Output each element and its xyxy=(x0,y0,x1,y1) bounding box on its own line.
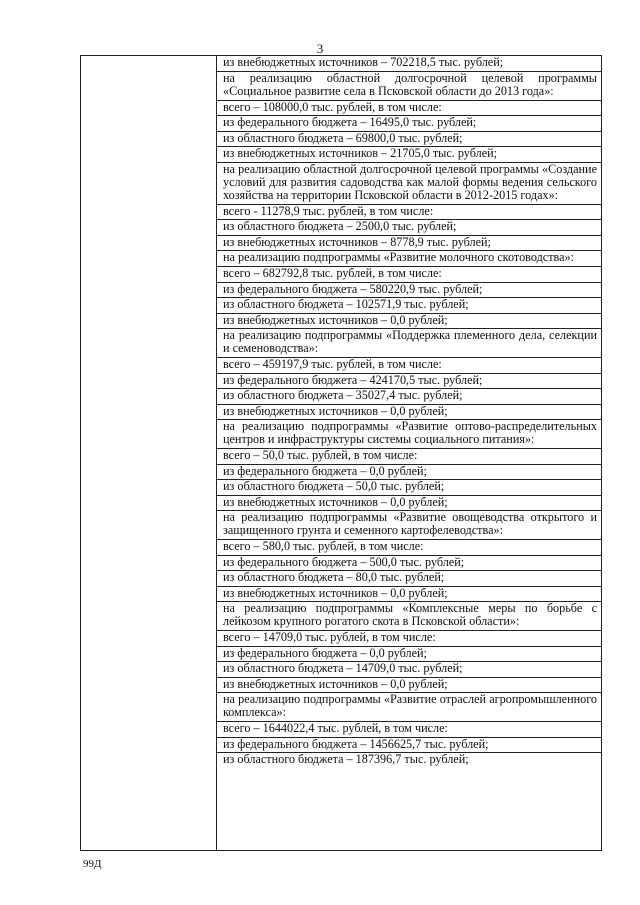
table-row: из федерального бюджета – 16495,0 тыс. рублей; xyxy=(217,116,601,132)
table-row: из внебюджетных источников – 21705,0 тыс. рублей; xyxy=(217,147,601,163)
table-row: всего – 459197,9 тыс. рублей, в том числе: xyxy=(217,358,601,374)
table-row: из внебюджетных источников – 0,0 рублей; xyxy=(217,496,601,512)
table-row: на реализацию подпрограммы «Поддержка племенного дела, селекции и семеноводства»: xyxy=(217,329,601,358)
table-row: из областного бюджета – 2500,0 тыс. рублей; xyxy=(217,220,601,236)
table-row: из областного бюджета – 35027,4 тыс. рублей; xyxy=(217,389,601,405)
table-row: из федерального бюджета – 500,0 тыс. рублей; xyxy=(217,556,601,572)
funding-table xyxy=(80,55,602,851)
table-row: из внебюджетных источников – 0,0 рублей; xyxy=(217,587,601,603)
table-row: всего – 108000,0 тыс. рублей, в том числе: xyxy=(217,101,601,117)
table-row: из внебюджетных источников – 702218,5 тыс. рублей; xyxy=(217,56,601,72)
table-row: из областного бюджета – 102571,9 тыс. рублей; xyxy=(217,298,601,314)
table-row: на реализацию областной долгосрочной целевой программы «Социальное развитие села в Псковской области до 2013 года»: xyxy=(217,72,601,101)
table-right-column xyxy=(217,56,601,850)
table-row: на реализацию подпрограммы «Развитие молочного скотоводства»: xyxy=(217,251,601,267)
page-number: 3 xyxy=(316,41,324,56)
table-row: из внебюджетных источников – 0,0 рублей; xyxy=(217,678,601,694)
table-row: на реализацию подпрограммы «Развитие оптово-распределительных центров и инфраструктуры системы социального питания»: xyxy=(217,420,601,449)
table-left-column xyxy=(81,56,217,850)
footer-code: 99Д xyxy=(83,858,102,870)
table-row: на реализацию подпрограммы «Комплексные меры по борьбе с лейкозом крупного рогатого скота в Псковской области»: xyxy=(217,602,601,631)
table-row: из областного бюджета – 80,0 тыс. рублей; xyxy=(217,571,601,587)
table-row: из областного бюджета – 50,0 тыс. рублей; xyxy=(217,480,601,496)
table-row: из федерального бюджета – 0,0 рублей; xyxy=(217,647,601,663)
table-row: из областного бюджета – 69800,0 тыс. рублей; xyxy=(217,132,601,148)
table-row: из внебюджетных источников – 0,0 рублей; xyxy=(217,314,601,330)
table-row: из федерального бюджета – 424170,5 тыс. рублей; xyxy=(217,374,601,390)
table-row: из внебюджетных источников – 0,0 рублей; xyxy=(217,405,601,421)
table-row: всего – 682792,8 тыс. рублей, в том числе: xyxy=(217,267,601,283)
table-row: из федерального бюджета – 0,0 рублей; xyxy=(217,465,601,481)
table-row: всего – 14709,0 тыс. рублей, в том числе: xyxy=(217,631,601,647)
table-row: из областного бюджета – 187396,7 тыс. рублей; xyxy=(223,752,469,766)
table-row: всего – 580,0 тыс. рублей, в том числе: xyxy=(217,540,601,556)
table-row: на реализацию подпрограммы «Развитие отраслей агропромышленного комплекса»: xyxy=(217,693,601,722)
table-row: из внебюджетных источников – 8778,9 тыс. рублей; xyxy=(217,236,601,252)
table-row: из федерального бюджета – 1456625,7 тыс. рублей; xyxy=(217,738,601,754)
table-row: из федерального бюджета – 580220,9 тыс. рублей; xyxy=(217,283,601,299)
table-row: всего – 50,0 тыс. рублей, в том числе: xyxy=(217,449,601,465)
table-row: из областного бюджета – 14709,0 тыс. рублей; xyxy=(217,662,601,678)
table-row: на реализацию подпрограммы «Развитие овощеводства открытого и защищенного грунта и семенного картофелеводства»: xyxy=(217,511,601,540)
table-row: всего - 11278,9 тыс. рублей, в том числе: xyxy=(217,205,601,221)
table-row: всего – 1644022,4 тыс. рублей, в том числе: xyxy=(217,722,601,738)
table-row: на реализацию областной долгосрочной целевой программы «Создание условий для развития садоводства как малой формы ведения сельского хозяйства на территории Псковской области в 2012-2015 годах»: xyxy=(217,163,601,205)
